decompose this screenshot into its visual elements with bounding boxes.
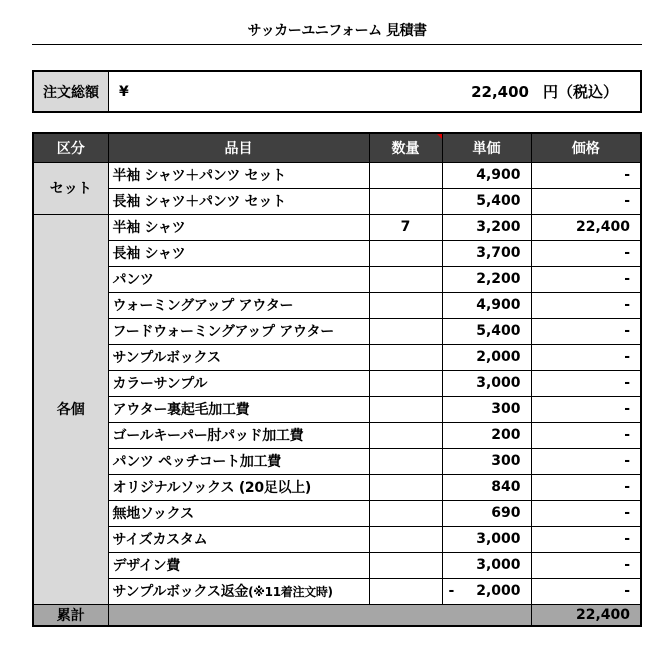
quantity-cell[interactable] bbox=[369, 396, 442, 422]
unit-price-cell[interactable]: 5,400 bbox=[442, 318, 531, 344]
price-cell[interactable]: - bbox=[531, 422, 641, 448]
price-cell[interactable]: - bbox=[531, 292, 641, 318]
order-total-suffix: 円（税込） bbox=[542, 83, 618, 101]
price-cell[interactable]: - bbox=[531, 500, 641, 526]
item-cell[interactable]: パンツ bbox=[108, 266, 369, 292]
quantity-cell[interactable] bbox=[369, 422, 442, 448]
unit-price-cell[interactable]: 3,200 bbox=[442, 214, 531, 240]
price-cell[interactable]: - bbox=[531, 318, 641, 344]
title-underline bbox=[32, 44, 642, 45]
price-cell[interactable]: - bbox=[531, 448, 641, 474]
document-title: サッカーユニフォーム 見積書 bbox=[247, 23, 427, 39]
table-row bbox=[33, 422, 641, 448]
unit-price-cell[interactable]: 300 bbox=[442, 396, 531, 422]
table-row bbox=[33, 266, 641, 292]
item-cell[interactable]: 半袖 シャツ bbox=[108, 214, 369, 240]
negative-sign: - bbox=[448, 583, 455, 599]
unit-price-cell[interactable]: 2,200 bbox=[442, 266, 531, 292]
quantity-cell[interactable] bbox=[369, 292, 442, 318]
price-cell[interactable]: - bbox=[531, 370, 641, 396]
unit-price-cell[interactable]: 3,000 bbox=[442, 370, 531, 396]
quantity-cell[interactable] bbox=[369, 526, 442, 552]
quantity-cell[interactable] bbox=[369, 474, 442, 500]
price-cell[interactable]: - bbox=[531, 526, 641, 552]
price-cell[interactable]: - bbox=[531, 396, 641, 422]
quantity-cell[interactable] bbox=[369, 344, 442, 370]
order-total-value bbox=[159, 72, 640, 111]
header-unit-price: 単価 bbox=[442, 133, 531, 162]
header-category: 区分 bbox=[33, 133, 108, 162]
unit-price-cell[interactable]: 5,400 bbox=[442, 188, 531, 214]
table-row bbox=[33, 344, 641, 370]
price-cell[interactable]: - bbox=[531, 552, 641, 578]
item-cell[interactable]: カラーサンプル bbox=[108, 370, 369, 396]
item-cell[interactable]: 無地ソックス bbox=[108, 500, 369, 526]
table-row bbox=[33, 188, 641, 214]
item-cell[interactable]: オリジナルソックス (20足以上) bbox=[108, 474, 369, 500]
comment-indicator-icon[interactable] bbox=[437, 134, 442, 139]
order-total-label: 注文総額 bbox=[34, 72, 109, 111]
table-row bbox=[33, 240, 641, 266]
quantity-cell[interactable] bbox=[369, 552, 442, 578]
item-cell[interactable]: 長袖 シャツ bbox=[108, 240, 369, 266]
header-item: 品目 bbox=[108, 133, 369, 162]
table-row bbox=[33, 526, 641, 552]
unit-price-cell[interactable]: 2,000 bbox=[442, 344, 531, 370]
unit-price-cell[interactable]: 200 bbox=[442, 422, 531, 448]
table-row bbox=[33, 474, 641, 500]
quantity-cell[interactable] bbox=[369, 318, 442, 344]
quantity-cell[interactable] bbox=[369, 448, 442, 474]
unit-price-cell[interactable]: 690 bbox=[442, 500, 531, 526]
table-row bbox=[33, 396, 641, 422]
item-cell[interactable]: デザイン費 bbox=[108, 552, 369, 578]
category-cell-individual[interactable]: 各個 bbox=[33, 214, 108, 604]
item-cell[interactable]: フードウォーミングアップ アウター bbox=[108, 318, 369, 344]
header-price: 価格 bbox=[531, 133, 641, 162]
table-row bbox=[33, 552, 641, 578]
unit-price-cell[interactable]: 4,900 bbox=[442, 162, 531, 188]
item-cell[interactable]: 長袖 シャツ＋パンツ セット bbox=[108, 188, 369, 214]
quantity-cell[interactable] bbox=[369, 500, 442, 526]
item-note: (※11着注文時) bbox=[248, 585, 333, 599]
price-cell[interactable]: - bbox=[531, 344, 641, 370]
total-row bbox=[33, 604, 641, 626]
quantity-cell[interactable] bbox=[369, 240, 442, 266]
table-row bbox=[33, 214, 641, 240]
unit-price-cell[interactable]: 3,000 bbox=[442, 526, 531, 552]
unit-price-cell[interactable]: 3,000 bbox=[442, 552, 531, 578]
quantity-cell[interactable] bbox=[369, 578, 442, 604]
price-cell[interactable]: - bbox=[531, 188, 641, 214]
table-row bbox=[33, 578, 641, 604]
item-cell[interactable]: ゴールキーパー肘パッド加工費 bbox=[108, 422, 369, 448]
item-cell[interactable]: 半袖 シャツ＋パンツ セット bbox=[108, 162, 369, 188]
estimate-table bbox=[32, 132, 642, 627]
item-cell[interactable]: アウター裏起毛加工費 bbox=[108, 396, 369, 422]
total-label[interactable]: 累計 bbox=[33, 604, 108, 626]
total-spacer[interactable] bbox=[108, 604, 531, 626]
unit-price-cell[interactable]: 300 bbox=[442, 448, 531, 474]
table-row bbox=[33, 318, 641, 344]
price-cell[interactable]: - bbox=[531, 578, 641, 604]
header-quantity-label: 数量 bbox=[391, 140, 420, 157]
total-price[interactable]: 22,400 bbox=[531, 604, 641, 626]
item-label: サンプルボックス返金 bbox=[112, 584, 249, 600]
item-cell[interactable]: サイズカスタム bbox=[108, 526, 369, 552]
table-row bbox=[33, 370, 641, 396]
unit-price-cell[interactable] bbox=[442, 578, 531, 604]
currency-symbol: ¥ bbox=[119, 83, 129, 100]
unit-price-cell[interactable]: 3,700 bbox=[442, 240, 531, 266]
table-row bbox=[33, 448, 641, 474]
table-row bbox=[33, 500, 641, 526]
item-cell[interactable]: パンツ ペッチコート加工費 bbox=[108, 448, 369, 474]
price-cell[interactable]: - bbox=[531, 240, 641, 266]
unit-price-cell[interactable]: 4,900 bbox=[442, 292, 531, 318]
price-cell[interactable]: - bbox=[531, 266, 641, 292]
header-quantity[interactable] bbox=[369, 133, 442, 162]
unit-price-cell[interactable]: 840 bbox=[442, 474, 531, 500]
price-cell[interactable]: - bbox=[531, 162, 641, 188]
unit-price-value: 2,000 bbox=[476, 583, 521, 599]
item-cell[interactable]: ウォーミングアップ アウター bbox=[108, 292, 369, 318]
quantity-cell[interactable] bbox=[369, 162, 442, 188]
table-row bbox=[33, 292, 641, 318]
order-total-box bbox=[32, 70, 642, 113]
table-header-row bbox=[33, 133, 641, 162]
table-row bbox=[33, 162, 641, 188]
price-cell[interactable]: 22,400 bbox=[531, 214, 641, 240]
quantity-cell[interactable] bbox=[369, 188, 442, 214]
quantity-cell[interactable] bbox=[369, 266, 442, 292]
quantity-cell[interactable]: 7 bbox=[369, 214, 442, 240]
item-cell[interactable] bbox=[108, 578, 369, 604]
item-cell[interactable]: サンプルボックス bbox=[108, 344, 369, 370]
category-cell-set[interactable]: セット bbox=[33, 162, 108, 214]
order-total-amount: 22,400 bbox=[471, 82, 529, 101]
quantity-cell[interactable] bbox=[369, 370, 442, 396]
price-cell[interactable]: - bbox=[531, 474, 641, 500]
